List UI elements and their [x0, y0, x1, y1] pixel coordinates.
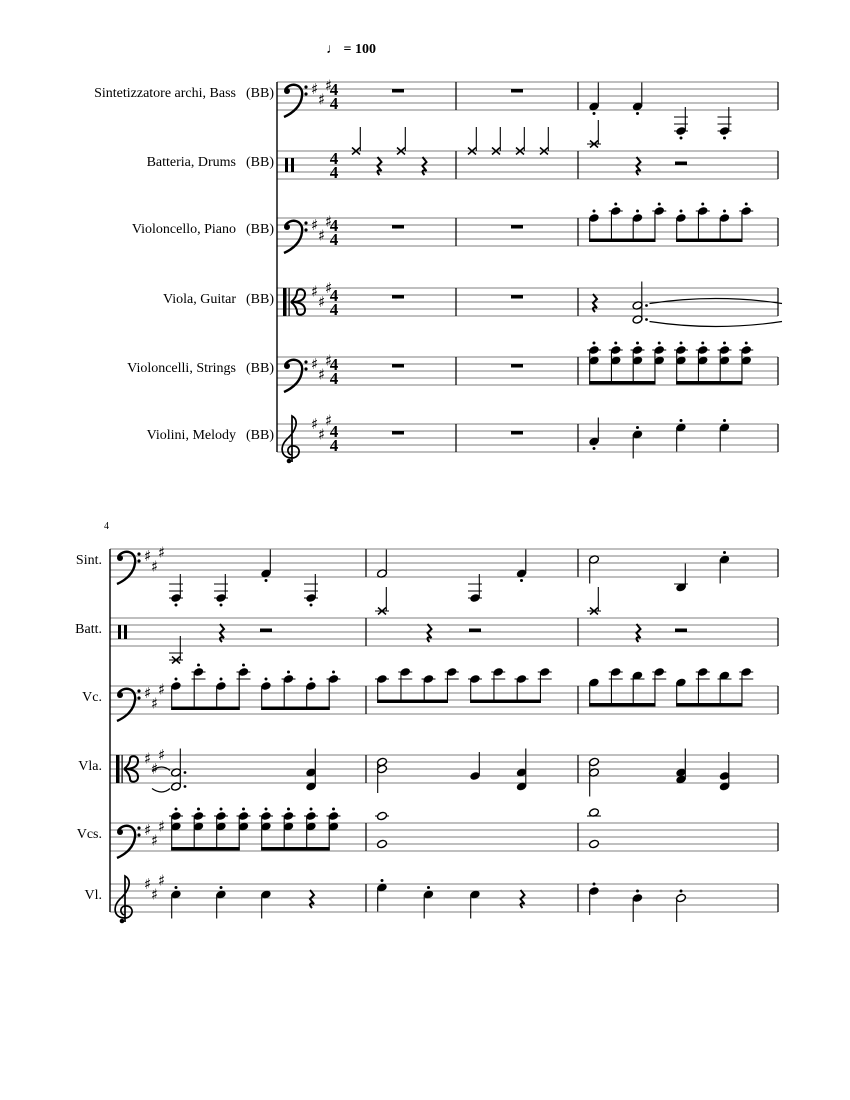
- bass-clef-dot: [304, 221, 307, 224]
- staff-4-system-1: [277, 342, 778, 393]
- instrument-name: Violoncelli, Strings: [127, 361, 236, 376]
- half-rest-icon: [675, 629, 687, 633]
- instrument-tag: (BB): [246, 428, 274, 443]
- beam: [676, 703, 742, 707]
- beam: [589, 381, 655, 385]
- staff-5-system-2: [110, 872, 778, 924]
- sharp-icon: ♯: [144, 547, 152, 565]
- sharp-icon: ♯: [158, 680, 166, 699]
- instrument-short-label: Vc.: [82, 690, 102, 705]
- staccato-dot: [242, 664, 245, 667]
- staccato-dot: [242, 808, 245, 811]
- bass-clef-dot: [304, 85, 307, 88]
- tie: [650, 322, 783, 327]
- instrument-name: Viola, Guitar: [162, 292, 236, 307]
- bass-clef-dot: [137, 696, 140, 699]
- treble-clef-dot: [287, 459, 292, 464]
- staccato-dot: [680, 137, 683, 140]
- alto-clef-icon: [283, 288, 287, 316]
- staccato-dot: [636, 426, 639, 429]
- staccato-dot: [332, 671, 335, 674]
- treble-clef-icon: [282, 416, 299, 462]
- time-signature-bottom: 4: [329, 436, 339, 455]
- staccato-dot: [723, 137, 726, 140]
- sharp-icon: ♯: [144, 684, 152, 702]
- bass-clef-dot: [304, 228, 307, 231]
- staccato-dot: [593, 342, 596, 345]
- staccato-dot: [175, 808, 178, 811]
- instrument-short-label: Vcs.: [76, 827, 102, 842]
- whole-rest-icon: [511, 431, 523, 435]
- instrument-name: Violini, Melody: [146, 428, 236, 443]
- staccato-dot: [593, 447, 596, 450]
- bass-clef-dot: [304, 360, 307, 363]
- sharp-icon: ♯: [144, 821, 152, 839]
- staccato-dot: [310, 678, 313, 681]
- percussion-clef-bar: [291, 158, 294, 172]
- whole-rest-icon: [392, 295, 404, 299]
- notehead: [588, 839, 599, 849]
- alto-clef-bar: [122, 755, 123, 783]
- staff-5-system-1: [277, 412, 778, 464]
- staccato-dot: [220, 604, 223, 607]
- staccato-dot: [636, 890, 639, 893]
- bass-clef-dot: [117, 692, 123, 698]
- staccato-dot: [658, 342, 661, 345]
- staccato-dot: [701, 342, 704, 345]
- staccato-dot: [220, 808, 223, 811]
- staccato-dot: [175, 886, 178, 889]
- staccato-dot: [636, 210, 639, 213]
- staccato-dot: [680, 210, 683, 213]
- sharp-icon: ♯: [325, 212, 333, 231]
- staff-1-system-1: [277, 120, 778, 182]
- staff-1-system-2: [110, 587, 778, 664]
- staff-0-system-2: [110, 544, 778, 607]
- staff-2-system-2: [110, 664, 778, 722]
- sharp-icon: ♯: [311, 216, 319, 234]
- staccato-dot: [310, 808, 313, 811]
- time-signature-bottom: 4: [329, 163, 339, 182]
- augmentation-dot: [645, 318, 648, 321]
- sharp-icon: ♯: [325, 76, 333, 95]
- augmentation-dot: [645, 304, 648, 307]
- half-rest-icon: [469, 629, 481, 633]
- staff-3-system-1: [277, 279, 782, 327]
- whole-rest-icon: [511, 89, 523, 93]
- augmentation-dot: [184, 785, 187, 788]
- sharp-icon: ♯: [158, 871, 166, 890]
- time-signature-bottom: 4: [329, 230, 339, 249]
- bass-clef-dot: [137, 833, 140, 836]
- sharp-icon: ♯: [318, 90, 326, 109]
- beam: [261, 847, 330, 851]
- sharp-icon: ♯: [144, 875, 152, 893]
- time-signature-top: 4: [329, 149, 339, 168]
- staccato-dot: [636, 112, 639, 115]
- bass-clef-dot: [284, 88, 290, 94]
- instrument-name: Violoncello, Piano: [131, 222, 236, 237]
- sharp-icon: ♯: [151, 694, 159, 713]
- staccato-dot: [175, 604, 178, 607]
- sharp-icon: ♯: [318, 365, 326, 384]
- sharp-icon: ♯: [144, 749, 152, 768]
- staccato-dot: [197, 664, 200, 667]
- whole-rest-icon: [392, 431, 404, 435]
- staccato-dot: [658, 203, 661, 206]
- whole-rest-icon: [392, 89, 404, 93]
- bass-clef-dot: [284, 363, 290, 369]
- treble-clef-dot: [120, 919, 125, 924]
- instrument-tag: (BB): [246, 155, 274, 170]
- percussion-clef-icon: [118, 625, 121, 639]
- time-signature-top: 4: [329, 80, 339, 99]
- sharp-icon: ♯: [311, 415, 319, 433]
- tie: [152, 789, 170, 793]
- bass-clef-dot: [137, 689, 140, 692]
- sharp-icon: ♯: [325, 279, 333, 297]
- instrument-short-label: Sint.: [75, 553, 102, 568]
- staccato-dot: [723, 210, 726, 213]
- instrument-tag: (BB): [246, 292, 274, 307]
- bass-clef-dot: [304, 367, 307, 370]
- sharp-icon: ♯: [151, 831, 159, 850]
- staccato-dot: [310, 604, 313, 607]
- sharp-icon: ♯: [325, 351, 333, 370]
- alto-clef-icon: [116, 755, 120, 783]
- whole-rest-icon: [511, 364, 523, 368]
- time-signature-top: 4: [329, 422, 339, 441]
- sharp-icon: ♯: [311, 355, 319, 373]
- beam: [589, 703, 655, 707]
- sharp-icon: ♯: [318, 425, 326, 444]
- staccato-dot: [593, 112, 596, 115]
- sharp-icon: ♯: [158, 746, 166, 764]
- staccato-dot: [723, 551, 726, 554]
- staccato-dot: [723, 342, 726, 345]
- staccato-dot: [680, 419, 683, 422]
- staccato-dot: [220, 678, 223, 681]
- sharp-icon: ♯: [158, 817, 166, 836]
- staccato-dot: [745, 203, 748, 206]
- staccato-dot: [701, 203, 704, 206]
- bass-clef-dot: [284, 224, 290, 230]
- alto-clef-bar: [289, 288, 290, 316]
- half-rest-icon: [675, 162, 687, 166]
- beam: [377, 700, 448, 704]
- time-signature-top: 4: [329, 216, 339, 235]
- beam: [676, 239, 742, 243]
- whole-rest-icon: [392, 364, 404, 368]
- staccato-dot: [723, 419, 726, 422]
- staccato-dot: [175, 678, 178, 681]
- staccato-dot: [614, 342, 617, 345]
- staccato-dot: [520, 579, 523, 582]
- beam: [589, 239, 655, 243]
- measure-number: 4: [104, 521, 109, 532]
- staccato-dot: [220, 886, 223, 889]
- bass-clef-dot: [304, 92, 307, 95]
- staff-3-system-2: [110, 746, 778, 797]
- percussion-clef-icon: [285, 158, 288, 172]
- instrument-tag: (BB): [246, 361, 274, 376]
- staccato-dot: [265, 808, 268, 811]
- instrument-tag: (BB): [246, 222, 274, 237]
- staff-0-system-1: [277, 77, 778, 140]
- beam: [470, 700, 541, 704]
- augmentation-dot: [184, 771, 187, 774]
- staccato-dot: [427, 886, 430, 889]
- beam: [171, 707, 240, 711]
- sharp-icon: ♯: [318, 226, 326, 245]
- time-signature-top: 4: [329, 286, 339, 305]
- time-signature-top: 4: [329, 355, 339, 374]
- percussion-clef-bar: [124, 625, 127, 639]
- staccato-dot: [197, 808, 200, 811]
- sharp-icon: ♯: [151, 760, 159, 778]
- staccato-dot: [593, 210, 596, 213]
- staccato-dot: [287, 671, 290, 674]
- whole-rest-icon: [511, 225, 523, 229]
- tempo-value: = 100: [343, 42, 376, 57]
- staccato-dot: [680, 342, 683, 345]
- bass-clef-dot: [137, 552, 140, 555]
- staccato-dot: [636, 342, 639, 345]
- staccato-dot: [381, 879, 384, 882]
- instrument-tag: (BB): [246, 86, 274, 101]
- instrument-name: Sintetizzatore archi, Bass: [94, 86, 236, 101]
- notehead: [376, 811, 387, 821]
- staff-2-system-1: [277, 203, 778, 254]
- bass-clef-dot: [137, 559, 140, 562]
- sharp-icon: ♯: [311, 80, 319, 98]
- sharp-icon: ♯: [151, 885, 159, 904]
- sharp-icon: ♯: [318, 293, 326, 311]
- bass-clef-dot: [117, 555, 123, 561]
- treble-clef-icon: [115, 876, 132, 922]
- staccato-dot: [593, 883, 596, 886]
- whole-rest-icon: [511, 295, 523, 299]
- instrument-short-label: Batt.: [75, 622, 102, 637]
- beam: [261, 707, 330, 711]
- bass-clef-dot: [117, 829, 123, 835]
- staccato-dot: [745, 342, 748, 345]
- quarter-note-icon: ♩: [326, 42, 340, 57]
- tie: [650, 299, 783, 304]
- notehead: [376, 839, 387, 849]
- sharp-icon: ♯: [151, 557, 159, 576]
- staff-4-system-2: [110, 808, 778, 859]
- instrument-short-label: Vl.: [84, 888, 102, 903]
- instrument-short-label: Vla.: [78, 759, 102, 774]
- sharp-icon: ♯: [158, 543, 166, 562]
- beam: [676, 381, 742, 385]
- staccato-dot: [680, 890, 683, 893]
- staccato-dot: [265, 579, 268, 582]
- beam: [171, 847, 240, 851]
- staccato-dot: [265, 678, 268, 681]
- sharp-icon: ♯: [311, 282, 319, 301]
- instrument-name: Batteria, Drums: [146, 155, 236, 170]
- time-signature-bottom: 4: [329, 94, 339, 113]
- staccato-dot: [332, 808, 335, 811]
- bass-clef-dot: [137, 826, 140, 829]
- staccato-dot: [287, 808, 290, 811]
- staccato-dot: [614, 203, 617, 206]
- whole-rest-icon: [392, 225, 404, 229]
- time-signature-bottom: 4: [329, 300, 339, 319]
- time-signature-bottom: 4: [329, 369, 339, 388]
- sharp-icon: ♯: [325, 411, 333, 430]
- half-rest-icon: [260, 629, 272, 633]
